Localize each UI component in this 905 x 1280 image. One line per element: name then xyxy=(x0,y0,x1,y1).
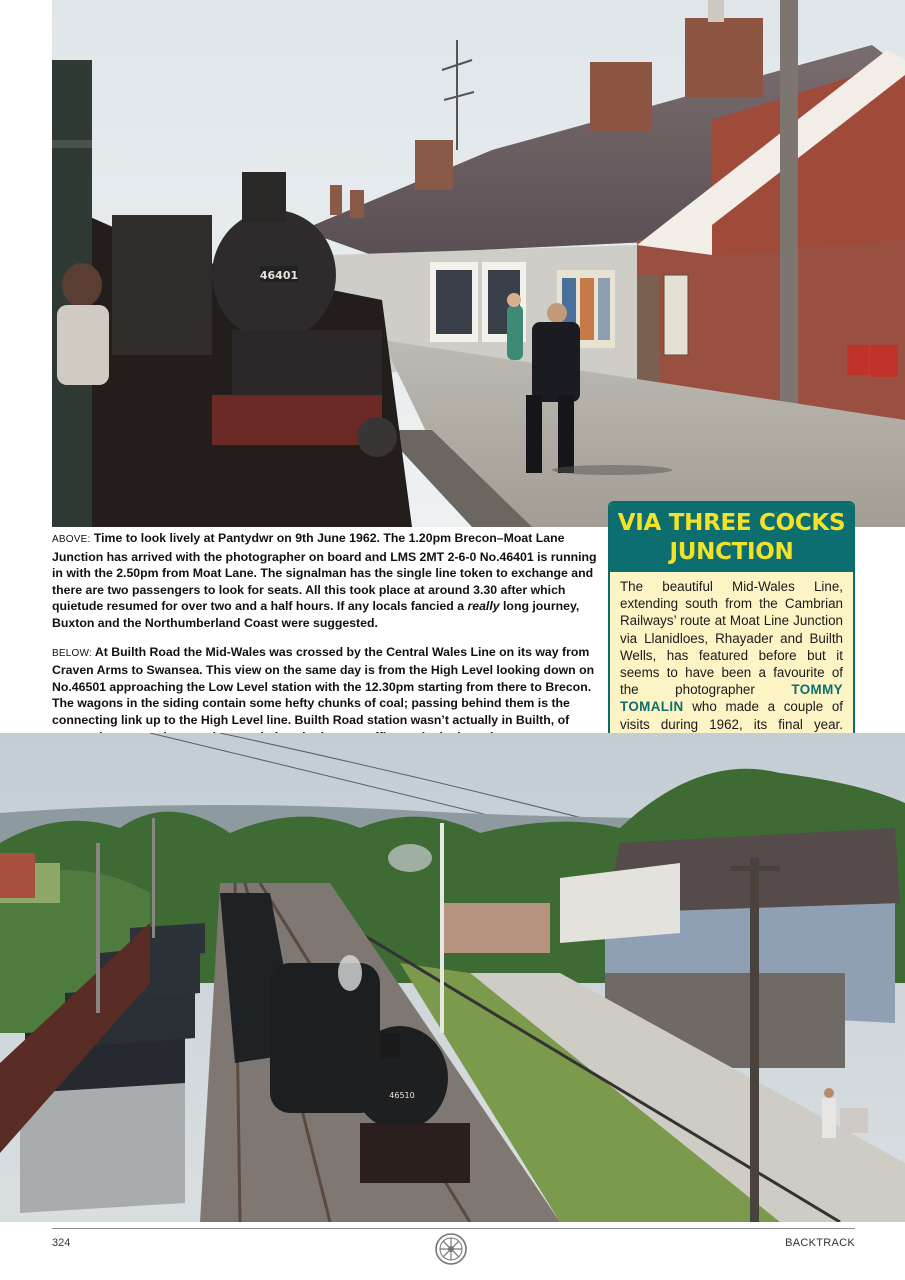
photo-pantydwr-station xyxy=(52,0,905,527)
caption-above-emphasis: really xyxy=(467,599,500,614)
photographer-name: TOMMY TOMALIN xyxy=(620,682,843,715)
magazine-name: BACKTRACK xyxy=(785,1237,855,1249)
top-locomotive-number: 46401 xyxy=(259,269,299,282)
sidebar-title xyxy=(610,503,853,572)
photo-builth-road-illustration xyxy=(0,733,905,1222)
caption-above-text-1: Time to look lively at Pantydwr on 9th June 1962. The 1.20pm Brecon–Moat Lane Junction has arrived with the photographer on board and LMS 2MT 2-6-0 No.46401 is running in with the 2.50pm from Moat Lane. The signalman has the single line token to exchange and there are two passengers to look for seats. All this took place at around 3.30 after which quietude resumed for over two and a half hours. If any locals fancied a xyxy=(52,531,597,614)
sidebar-box xyxy=(608,501,855,753)
bottom-locomotive-number: 46510 xyxy=(389,1091,415,1100)
sidebar-title-line-2: JUNCTION xyxy=(669,539,794,565)
photo-captions xyxy=(52,530,600,757)
photo-pantydwr-illustration xyxy=(52,0,905,527)
wheel-logo-icon xyxy=(434,1232,468,1266)
caption-above xyxy=(52,530,600,632)
page-number: 324 xyxy=(52,1237,71,1249)
caption-above-label: ABOVE: xyxy=(52,534,91,545)
sidebar-title-line-1: VIA THREE COCKS xyxy=(617,510,846,536)
sidebar-body-2: who made a couple of visits during 1962, its final year. xyxy=(620,699,843,732)
caption-below xyxy=(52,644,600,746)
sidebar-body-1: The beautiful Mid-Wales Line, extending south from the Cambrian Railways’ route at Moat Line Junction via Llanidloes, Rhayader and Builth Wells, has featured before but it seems to have been a favourite of the photographer xyxy=(620,579,843,698)
sidebar-text xyxy=(610,572,853,733)
caption-below-text: At Builth Road the Mid-Wales was crossed by the Central Wales Line on its way from Craven Arms to Swansea. This view on the same day is from the High Level looking down on No.46501 approaching the Low Level station with the 12.30pm starting from there to Brecon. The wagons in the siding contain some hefty chunks of coal; passing behind them is the connecting link up to the High Level line. Builth Road station wasn’t actually in Builth, of xyxy=(52,644,595,727)
caption-above-text-2: long journey, Buxton and the Northumberland Coast were suggested. xyxy=(52,599,580,630)
page-footer xyxy=(52,1228,855,1259)
photo-builth-road xyxy=(0,733,905,1222)
caption-below-label: BELOW: xyxy=(52,647,92,659)
